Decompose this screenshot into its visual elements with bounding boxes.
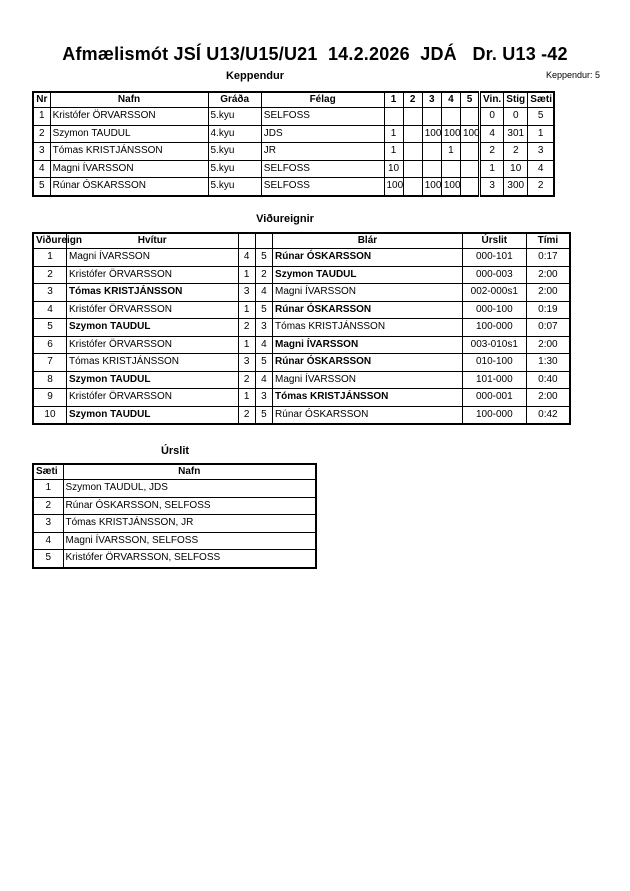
competitor-name: Tómas KRISTJÁNSSON [50,143,208,161]
white-number: 3 [238,284,255,302]
blue-fighter: Tómas KRISTJÁNSSON [273,319,463,337]
competitor-wins: 1 [480,160,504,178]
competitor-points: 301 [504,125,528,143]
result-place: 2 [33,497,63,515]
match-number: 6 [33,336,66,354]
result-row [33,480,316,498]
round-score-3 [422,108,441,126]
competitors-heading: Keppendur [225,70,285,82]
match-number: 9 [33,389,66,407]
competitor-points: 0 [504,108,528,126]
match-number: 7 [33,354,66,372]
match-result: 003-010s1 [462,336,526,354]
match-result: 000-003 [462,266,526,284]
col-wins: Vin. [480,92,504,108]
competitor-points: 10 [504,160,528,178]
competitor-name: Rúnar ÓSKARSSON [50,178,208,196]
white-fighter: Szymon TAUDUL [66,371,238,389]
white-fighter: Szymon TAUDUL [66,319,238,337]
blue-number: 3 [255,319,272,337]
result-row [33,532,316,550]
white-number: 3 [238,354,255,372]
match-row [33,266,570,284]
result-name: Tómas KRISTJÁNSSON, JR [63,515,316,533]
col-r1: 1 [384,92,403,108]
match-row [33,371,570,389]
competitor-grade: 5.kyu [208,143,261,161]
col-bn [255,233,272,249]
competitor-place: 2 [528,178,554,196]
competitor-grade: 5.kyu [208,178,261,196]
competitor-place: 1 [528,125,554,143]
result-name: Kristófer ÖRVARSSON, SELFOSS [63,550,316,568]
col-r5: 5 [460,92,479,108]
match-time: 0:19 [526,301,570,319]
competitor-nr: 3 [33,143,50,161]
round-score-1 [384,108,403,126]
match-time: 2:00 [526,266,570,284]
round-score-1: 1 [384,125,403,143]
competitor-row [33,178,554,196]
round-score-2 [403,108,422,126]
competitor-club: JDS [261,125,384,143]
white-number: 4 [238,249,255,267]
competitor-nr: 1 [33,108,50,126]
match-row [33,301,570,319]
competitor-nr: 5 [33,178,50,196]
match-number: 8 [33,371,66,389]
col-place: Sæti [528,92,554,108]
col-club: Félag [261,92,384,108]
result-name: Szymon TAUDUL, JDS [63,480,316,498]
col-result: Úrslit [462,233,526,249]
white-fighter: Tómas KRISTJÁNSSON [66,284,238,302]
col-wn [238,233,255,249]
white-number: 1 [238,336,255,354]
white-fighter: Kristófer ÖRVARSSON [66,336,238,354]
competitor-wins: 2 [480,143,504,161]
match-time: 0:17 [526,249,570,267]
col-r2: 2 [403,92,422,108]
col-result-place: Sæti [33,464,63,480]
result-row [33,497,316,515]
white-number: 2 [238,406,255,424]
round-score-4: 1 [441,143,460,161]
match-row [33,249,570,267]
white-fighter: Magni ÍVARSSON [66,249,238,267]
round-score-1: 100 [384,178,403,196]
round-score-2 [403,125,422,143]
round-score-3 [422,143,441,161]
competitor-row [33,143,554,161]
competitor-grade: 5.kyu [208,160,261,178]
competitor-name: Szymon TAUDUL [50,125,208,143]
white-fighter: Tómas KRISTJÁNSSON [66,354,238,372]
result-row [33,550,316,568]
col-grade: Gráða [208,92,261,108]
competitor-wins: 4 [480,125,504,143]
round-score-2 [403,178,422,196]
match-number: 5 [33,319,66,337]
match-row [33,354,570,372]
match-result: 000-001 [462,389,526,407]
round-score-1: 10 [384,160,403,178]
match-result: 000-100 [462,301,526,319]
blue-number: 5 [255,354,272,372]
page-title: Afmælismót JSÍ U13/U15/U21 14.2.2026 JDÁ Dr. U13 -42 [62,44,568,64]
competitor-row [33,108,554,126]
blue-fighter: Rúnar ÓSKARSSON [273,354,463,372]
blue-fighter: Magni ÍVARSSON [273,371,463,389]
col-points: Stig [504,92,528,108]
match-number: 10 [33,406,66,424]
match-row [33,389,570,407]
col-r3: 3 [422,92,441,108]
white-number: 1 [238,301,255,319]
match-row [33,284,570,302]
result-name: Rúnar ÓSKARSSON, SELFOSS [63,497,316,515]
match-result: 002-000s1 [462,284,526,302]
col-nr: Nr [33,92,50,108]
match-time: 0:40 [526,371,570,389]
round-score-3 [422,160,441,178]
round-score-4: 100 [441,178,460,196]
white-number: 2 [238,319,255,337]
col-r4: 4 [441,92,460,108]
round-score-5 [460,178,479,196]
match-result: 100-000 [462,319,526,337]
white-number: 1 [238,266,255,284]
col-white: Hvítur [66,233,238,249]
white-fighter: Kristófer ÖRVARSSON [66,389,238,407]
competitors-table [32,91,555,197]
competitors-header-row [33,92,554,108]
white-fighter: Kristófer ÖRVARSSON [66,266,238,284]
match-time: 2:00 [526,336,570,354]
competitor-grade: 5.kyu [208,108,261,126]
blue-fighter: Magni ÍVARSSON [273,284,463,302]
competitor-club: SELFOSS [261,160,384,178]
round-score-5 [460,108,479,126]
matches-heading: Viðureignir [256,213,314,225]
match-number: 1 [33,249,66,267]
result-place: 1 [33,480,63,498]
blue-fighter: Rúnar ÓSKARSSON [273,249,463,267]
match-result: 101-000 [462,371,526,389]
round-score-3: 100 [422,125,441,143]
blue-number: 4 [255,284,272,302]
round-score-4 [441,108,460,126]
competitor-grade: 4.kyu [208,125,261,143]
blue-fighter: Rúnar ÓSKARSSON [273,406,463,424]
col-blue: Blár [273,233,463,249]
round-score-2 [403,160,422,178]
round-score-5: 100 [460,125,479,143]
competitor-name: Kristófer ÖRVARSSON [50,108,208,126]
match-result: 000-101 [462,249,526,267]
blue-number: 4 [255,371,272,389]
match-number: 2 [33,266,66,284]
col-match: Viðureign [33,233,66,249]
result-place: 3 [33,515,63,533]
match-result: 010-100 [462,354,526,372]
blue-number: 5 [255,301,272,319]
blue-number: 2 [255,266,272,284]
round-score-5 [460,160,479,178]
competitor-nr: 2 [33,125,50,143]
match-row [33,319,570,337]
blue-fighter: Magni ÍVARSSON [273,336,463,354]
match-result: 100-000 [462,406,526,424]
competitor-place: 5 [528,108,554,126]
competitor-name: Magni ÍVARSSON [50,160,208,178]
match-number: 4 [33,301,66,319]
match-time: 1:30 [526,354,570,372]
competitor-club: JR [261,143,384,161]
competitor-row [33,125,554,143]
participants-count: Keppendur: 5 [545,70,600,80]
col-result-name: Nafn [63,464,316,480]
competitor-club: SELFOSS [261,108,384,126]
result-name: Magni ÍVARSSON, SELFOSS [63,532,316,550]
match-time: 0:42 [526,406,570,424]
match-time: 0:07 [526,319,570,337]
blue-number: 5 [255,406,272,424]
match-row [33,336,570,354]
competitor-place: 4 [528,160,554,178]
white-fighter: Szymon TAUDUL [66,406,238,424]
round-score-5 [460,143,479,161]
round-score-1: 1 [384,143,403,161]
col-time: Tími [526,233,570,249]
matches-table [32,232,571,425]
blue-fighter: Rúnar ÓSKARSSON [273,301,463,319]
competitor-nr: 4 [33,160,50,178]
blue-fighter: Szymon TAUDUL [273,266,463,284]
competitor-points: 2 [504,143,528,161]
matches-header-row [33,233,570,249]
result-place: 5 [33,550,63,568]
blue-fighter: Tómas KRISTJÁNSSON [273,389,463,407]
blue-number: 5 [255,249,272,267]
round-score-2 [403,143,422,161]
competitor-place: 3 [528,143,554,161]
result-row [33,515,316,533]
competitor-points: 300 [504,178,528,196]
match-time: 2:00 [526,389,570,407]
round-score-4: 100 [441,125,460,143]
col-name: Nafn [50,92,208,108]
competitor-row [33,160,554,178]
match-row [33,406,570,424]
round-score-4 [441,160,460,178]
results-heading: Úrslit [160,445,190,457]
competitor-club: SELFOSS [261,178,384,196]
results-table [32,463,317,569]
results-header-row [33,464,316,480]
round-score-3: 100 [422,178,441,196]
white-number: 2 [238,371,255,389]
blue-number: 3 [255,389,272,407]
match-time: 2:00 [526,284,570,302]
competitor-wins: 3 [480,178,504,196]
blue-number: 4 [255,336,272,354]
white-fighter: Kristófer ÖRVARSSON [66,301,238,319]
competitor-wins: 0 [480,108,504,126]
white-number: 1 [238,389,255,407]
match-number: 3 [33,284,66,302]
result-place: 4 [33,532,63,550]
